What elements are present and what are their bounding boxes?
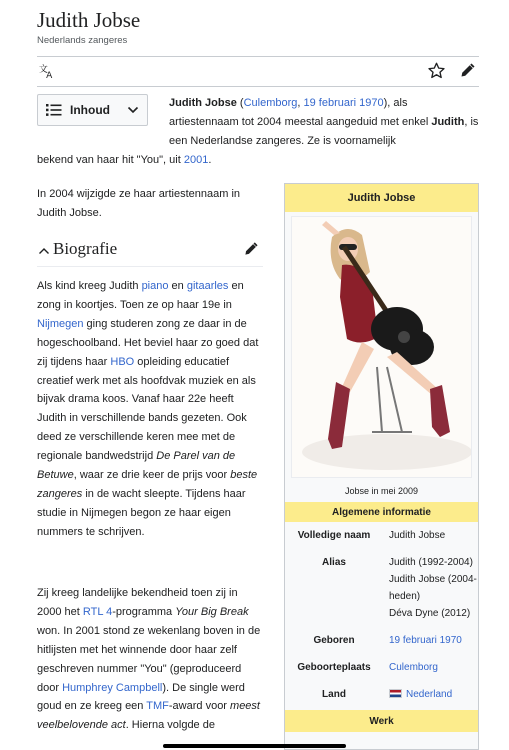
section-heading: Biografie xyxy=(53,239,118,258)
page-title: Judith Jobse xyxy=(37,8,141,32)
chevron-down-icon xyxy=(127,104,139,116)
toc-label: Inhoud xyxy=(70,103,110,117)
subject-name: Judith Jobse xyxy=(169,97,237,109)
home-indicator xyxy=(163,744,346,748)
infobox-row: Alias Judith (1992-2004) Judith Jobse (2004-heden) Déva Dyne (2012) xyxy=(322,557,477,619)
infobox-row: Land Nederland xyxy=(322,689,453,700)
star-icon[interactable] xyxy=(428,62,445,79)
svg-text:文: 文 xyxy=(38,64,48,75)
link-2001[interactable]: 2001 xyxy=(183,154,209,166)
infobox-row: Geboren 19 februari 1970 xyxy=(313,635,462,646)
photo-illustration xyxy=(292,217,472,478)
infobox-title: Judith Jobse xyxy=(285,184,478,212)
lead-paragraph-2: In 2004 wijzigde ze haar artiestennaam in Judith Jobse. xyxy=(37,188,241,219)
infobox-photo[interactable] xyxy=(291,216,472,478)
list-icon xyxy=(46,103,62,117)
divider xyxy=(37,86,479,87)
link-geboorteplaats[interactable]: Culemborg xyxy=(389,662,438,673)
flag-nl-icon xyxy=(389,689,402,698)
pencil-icon[interactable] xyxy=(244,242,258,256)
link-birthdate[interactable]: 19 februari 1970 xyxy=(303,97,384,109)
infobox-row: Volledige naam Judith Jobse xyxy=(297,530,446,541)
lead-paragraph: Judith Jobse (Culemborg, 19 februari 1970), als artiestennaam tot 2004 meestal aangeduid met enkel Judith, is een Nederlandse zangeres. Ze is voornamelijk xyxy=(169,97,479,147)
svg-text:A: A xyxy=(46,71,53,80)
infobox-row: Geboorteplaats Culemborg xyxy=(297,662,438,673)
link-hbo[interactable]: HBO xyxy=(110,355,135,368)
lead-paragraph-cont: bekend van haar hit "You", uit 2001. xyxy=(37,154,212,166)
section-header-biografie[interactable] xyxy=(37,237,263,267)
infobox xyxy=(284,183,479,750)
pencil-icon[interactable] xyxy=(460,63,475,78)
link-piano[interactable]: piano xyxy=(141,280,169,292)
link-humphrey-campbell[interactable]: Humphrey Campbell xyxy=(62,681,163,694)
translate-icon[interactable] xyxy=(38,62,56,80)
chevron-up-icon xyxy=(38,245,50,257)
link-culemborg[interactable]: Culemborg xyxy=(243,97,298,109)
link-geboren[interactable]: 19 februari 1970 xyxy=(389,635,462,646)
link-rtl4[interactable]: RTL 4 xyxy=(82,605,113,618)
photo-caption: Jobse in mei 2009 xyxy=(344,486,419,496)
link-tmf[interactable]: TMF xyxy=(146,700,169,713)
toc-button[interactable] xyxy=(37,94,148,126)
link-land[interactable]: Nederland xyxy=(406,689,453,700)
infobox-section-header: Werk xyxy=(285,710,478,732)
bio-paragraph-1: Als kind kreeg Judith piano en gitaarles en zong in koortjes. Toen ze op haar 19e in Nijmegen ging studeren zong ze daar in de hogeschoolband. Het beviel haar zo goed dat zij tijdens haar HBO opleiding educatief creatief werk met als hoofdvak muziek en als bijvak drama koos. Vanaf haar 22e heeft Judith in verschillende bands gezeten. Ook deed ze verschillende keren mee met de regionale bandwedstrijd De Parel van de Betuwe, waar ze drie keer de prijs voor beste zangeres in de wacht sleepte. Tijdens haar studie in Nijmegen begon ze haar eigen nummers te schrijven. xyxy=(37,280,259,538)
infobox-section-header: Algemene informatie xyxy=(285,502,478,522)
link-nijmegen[interactable]: Nijmegen xyxy=(37,317,84,330)
bio-paragraph-2: Zij kreeg landelijke bekendheid toen zij in 2000 het RTL 4-programma Your Big Break won. In 2001 stond ze wekenlang boven in de hitlijsten met het winnende door haar zelf geschreven nummer "You" (geproduceerd door Humphrey Campbell). De single werd goud en ze kreeg een TMF-award voor meest veelbelovende act. Hierna volgde de xyxy=(37,587,261,732)
divider xyxy=(37,56,479,57)
link-gitaarles[interactable]: gitaarles xyxy=(186,280,229,292)
page-subtitle: Nederlands zangeres xyxy=(37,35,128,46)
